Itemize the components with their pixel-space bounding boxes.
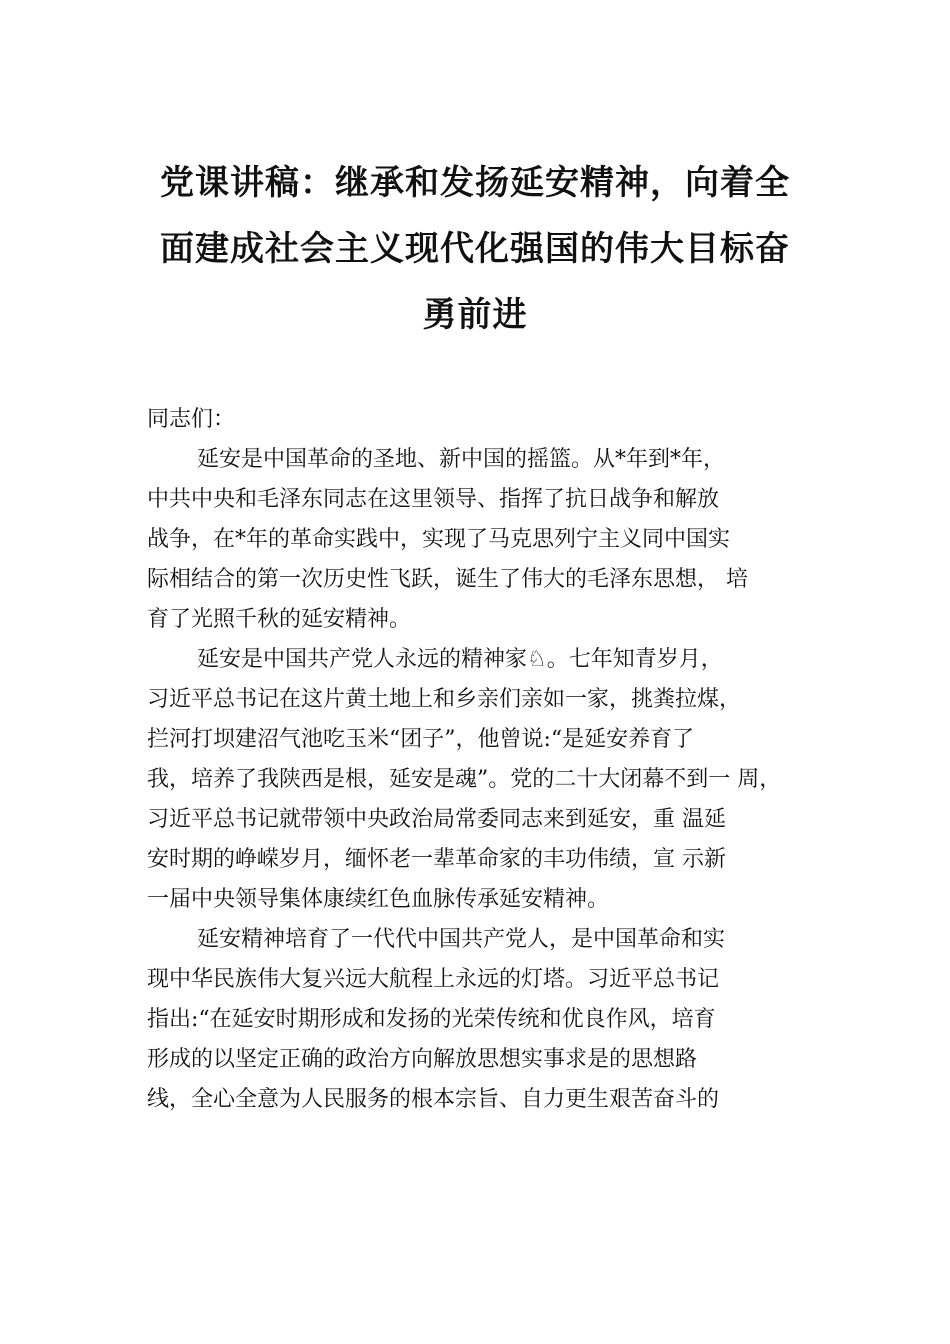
title-line-1: 党课讲稿：继承和发扬延安精神，向着全 (160, 163, 790, 203)
paragraph-line: 现中华民族伟大复兴远大航程上永远的灯塔。习近平总书记 (147, 967, 720, 992)
paragraph-line: 安时期的峥嵘岁月，缅怀老一辈革命家的丰功伟绩，宣 示新 (147, 847, 726, 872)
paragraph-line: 线，全心全意为人民服务的根本宗旨、自力更生艰苦奋斗的 (147, 1087, 720, 1112)
salutation: 同志们： (147, 407, 236, 432)
paragraph-line: 习近平总书记在这片黄土地上和乡亲们亲如一家，挑粪拉煤， (147, 687, 742, 712)
document-title (140, 150, 810, 348)
paragraph-line: 指出:“在延安时期形成和发扬的光荣传统和优良作风，培育 (147, 1007, 716, 1032)
paragraph-3 (147, 920, 847, 1120)
paragraph-2 (147, 640, 847, 920)
paragraph-1 (147, 440, 847, 640)
paragraph-line: 育了光照千秋的延安精神。 (147, 607, 412, 632)
paragraph-line: 延安是中国革命的圣地、新中国的摇篮。从*年到*年， (197, 447, 726, 472)
paragraph-line: 形成的以坚定正确的政治方向解放思想实事求是的思想路 (147, 1047, 698, 1072)
title-line-2: 面建成社会主义现代化强国的伟大目标奋 (160, 229, 790, 269)
paragraph-line: 中共中央和毛泽东同志在这里领导、指挥了抗日战争和解放 (147, 487, 720, 512)
paragraph-line: 战争，在*年的革命实践中，实现了马克思列宁主义同中国实 (147, 527, 731, 552)
paragraph-line: 习近平总书记就带领中央政治局常委同志来到延安，重 温延 (147, 807, 726, 832)
paragraph-line: 延安精神培育了一代代中国共产党人，是中国革命和实 (197, 927, 726, 952)
paragraph-line: 拦河打坝建沼气池吃玉米“团子”，他曾说:“是延安养育了 (147, 727, 695, 752)
document-body (147, 400, 847, 1120)
paragraph-line: 延安是中国共产党人永远的精神家♘。七年知青岁月， (197, 647, 723, 672)
paragraph-line: 一届中央领导集体康续红色血脉传承延安精神。 (147, 887, 610, 912)
paragraph-line: 际相结合的第一次历史性飞跃，诞生了伟大的毛泽东思想， 培 (147, 567, 748, 592)
paragraph-line: 我，培养了我陕西是根，延安是魂”。党的二十大闭幕不到一 周， (147, 767, 782, 792)
title-line-3: 勇前进 (422, 295, 528, 335)
